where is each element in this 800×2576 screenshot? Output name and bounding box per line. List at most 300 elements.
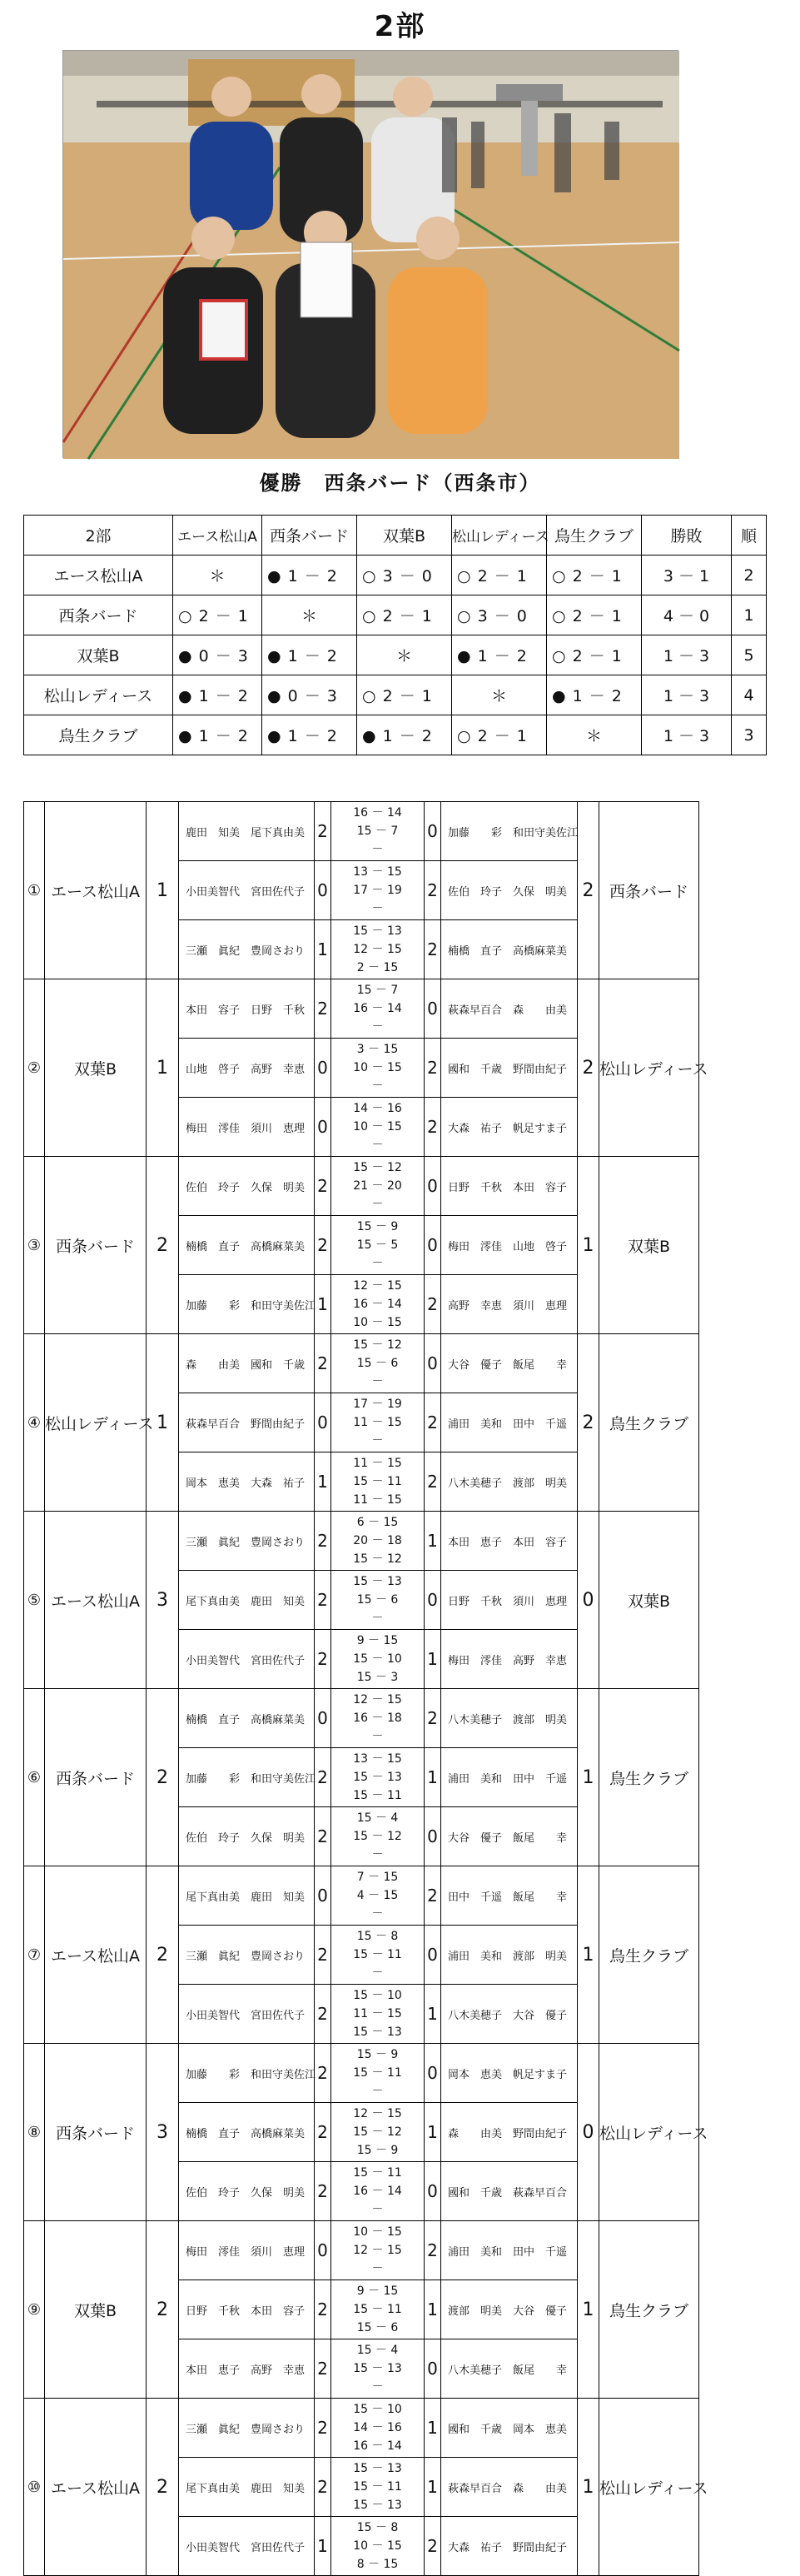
match-left-total: 2 — [147, 1866, 179, 2044]
match-left-team: エース松山A — [45, 802, 147, 979]
match-left-total: 3 — [147, 2044, 179, 2221]
league-score-cell: ● 1 － 2 — [262, 715, 357, 755]
league-row-team: 松山レディース — [24, 675, 173, 715]
left-pair: 日野 千秋 本田 容子 — [179, 2280, 315, 2339]
right-pair: 高野 幸恵 須川 恵理 — [441, 1275, 578, 1334]
game-score: － — [371, 1848, 384, 1861]
league-team-header: 西条バード — [262, 516, 357, 556]
right-pair: 萩森早百合 森 由美 — [441, 2458, 578, 2517]
game-score: 15 － 4 — [356, 2344, 399, 2357]
league-team-header: 双葉B — [357, 516, 452, 556]
game-score: 15 － 10 — [353, 2403, 402, 2416]
match-left-total: 1 — [147, 1334, 179, 1512]
left-pair: 鹿田 知美 尾下真由美 — [179, 802, 315, 861]
left-pair: 三瀬 眞紀 豊岡さおり — [179, 1512, 315, 1571]
league-score-cell: ＊ — [262, 595, 357, 635]
right-pair-games: 2 — [425, 1689, 441, 1748]
game-score: 15 － 13 — [353, 1771, 402, 1784]
left-pair-games: 2 — [315, 1807, 331, 1866]
match-right-total: 1 — [578, 1866, 599, 2044]
left-pair-games: 2 — [315, 1571, 331, 1630]
game-score: 17 － 19 — [353, 1398, 402, 1411]
game-score: 15 － 12 — [353, 2125, 402, 2139]
match-left-team: エース松山A — [45, 2399, 147, 2576]
match-left-total: 2 — [147, 1157, 179, 1334]
match-right-total: 1 — [578, 2221, 599, 2399]
match-left-total: 3 — [147, 1512, 179, 1689]
right-pair: 大谷 優子 飯尾 幸 — [441, 1807, 578, 1866]
game-score: 10 － 15 — [353, 2539, 402, 2553]
left-pair: 加藤 彩 和田守美佐江 — [179, 2044, 315, 2103]
league-record-header: 勝敗 — [642, 516, 732, 556]
right-pair-games: 0 — [425, 1926, 441, 1985]
league-score-cell: ○ 2 － 1 — [547, 556, 642, 595]
league-score-cell: ● 1 － 2 — [547, 675, 642, 715]
league-rank-header: 順 — [732, 516, 767, 556]
right-pair-games: 2 — [425, 1866, 441, 1926]
right-pair-games: 0 — [425, 1157, 441, 1216]
match-right-total: 1 — [578, 2399, 599, 2576]
game-score: － — [371, 1079, 384, 1093]
game-score: 12 － 15 — [353, 943, 402, 956]
game-score: 15 － 7 — [356, 825, 399, 838]
league-header-row — [24, 516, 767, 556]
game-scores — [331, 1807, 425, 1866]
match-right-team: 西条バード — [599, 802, 699, 979]
league-score-cell: ＊ — [357, 635, 452, 675]
game-scores — [331, 2044, 425, 2103]
right-pair: 大森 祐子 野間由紀子 — [441, 2517, 578, 2576]
right-pair-games: 0 — [425, 1571, 441, 1630]
game-score: 15 － 8 — [356, 1930, 399, 1943]
game-scores — [331, 2517, 425, 2576]
right-pair-games: 0 — [425, 2044, 441, 2103]
game-score: 15 － 4 — [356, 1811, 399, 1825]
left-pair: 梅田 澪佳 須川 恵理 — [179, 2221, 315, 2280]
right-pair-games: 0 — [425, 2339, 441, 2399]
game-score: 16 － 14 — [353, 1002, 402, 1015]
match-right-total: 2 — [578, 979, 599, 1157]
league-team-header: 松山レディース — [452, 516, 547, 556]
game-score: 16 － 18 — [353, 1712, 402, 1725]
game-score: 11 － 15 — [353, 1416, 402, 1429]
game-scores — [331, 1689, 425, 1748]
match-right-total: 2 — [578, 802, 599, 979]
left-pair-games: 2 — [315, 1216, 331, 1275]
game-scores — [331, 979, 425, 1039]
game-score: 14 － 16 — [353, 2421, 402, 2434]
match-right-team: 鳥生クラブ — [599, 1866, 699, 2044]
game-score: 9 － 15 — [356, 2285, 399, 2298]
right-pair-games: 2 — [425, 920, 441, 979]
league-score-cell: ＊ — [547, 715, 642, 755]
left-pair: 尾下真由美 鹿田 知美 — [179, 1866, 315, 1926]
winner-caption: 優勝 西条バード（西条市） — [259, 471, 541, 495]
league-score-cell: ● 1 － 2 — [262, 556, 357, 595]
game-score: 15 － 11 — [353, 1475, 402, 1488]
right-pair-games: 1 — [425, 2103, 441, 2162]
match-left-team: 西条バード — [45, 1157, 147, 1334]
game-score: 15 － 7 — [356, 984, 399, 997]
game-score: 12 － 15 — [353, 2244, 402, 2257]
match-right-total: 1 — [578, 1157, 599, 1334]
game-scores — [331, 1571, 425, 1630]
game-score: 12 － 15 — [353, 2107, 402, 2120]
game-score: 15 － 11 — [353, 1948, 402, 1961]
game-score: 15 － 11 — [353, 2066, 402, 2080]
game-score: 10 － 15 — [353, 1061, 402, 1074]
game-score: 15 － 6 — [356, 2321, 399, 2334]
league-score-cell: ○ 2 － 1 — [452, 715, 547, 755]
match-left-team: 西条バード — [45, 1689, 147, 1866]
league-row — [24, 715, 767, 755]
game-score: 10 － 15 — [353, 2225, 402, 2239]
match-results-table — [23, 801, 708, 2576]
game-scores — [331, 920, 425, 979]
match-right-total: 0 — [578, 2044, 599, 2221]
game-scores — [331, 1452, 425, 1512]
right-pair: 森 由美 野間由紀子 — [441, 2103, 578, 2162]
game-score: 4 － 15 — [356, 1889, 399, 1902]
game-score: 15 － 13 — [353, 1575, 402, 1588]
league-score-cell: ○ 3 － 0 — [357, 556, 452, 595]
league-score-cell: ● 0 － 3 — [173, 635, 262, 675]
match-left-total: 1 — [147, 979, 179, 1157]
game-score: 6 － 15 — [356, 1516, 399, 1529]
game-score: － — [371, 843, 384, 856]
league-score-cell: ● 1 － 2 — [173, 715, 262, 755]
game-scores — [331, 1393, 425, 1452]
league-corner-cell: 2部 — [24, 516, 173, 556]
left-pair-games: 1 — [315, 1452, 331, 1512]
game-score: 13 － 15 — [353, 1752, 402, 1766]
match-rubber-row — [24, 1689, 699, 1748]
league-rank-cell: 1 — [732, 595, 767, 635]
game-scores — [331, 1630, 425, 1689]
right-pair-games: 2 — [425, 861, 441, 920]
right-pair: 岡本 恵美 帆足すま子 — [441, 2044, 578, 2103]
right-pair-games: 1 — [425, 2458, 441, 2517]
league-score-cell: ○ 2 － 1 — [547, 595, 642, 635]
game-scores — [331, 802, 425, 861]
game-scores — [331, 2221, 425, 2280]
game-scores — [331, 1866, 425, 1926]
page-title: 2部 — [374, 10, 426, 43]
game-score: 15 － 9 — [356, 2144, 399, 2157]
game-scores — [331, 1275, 425, 1334]
right-pair: 田中 千遥 飯尾 幸 — [441, 1866, 578, 1926]
game-scores — [331, 1098, 425, 1157]
league-row-team: エース松山A — [24, 556, 173, 595]
match-number: ⑨ — [24, 2221, 45, 2399]
right-pair-games: 1 — [425, 1512, 441, 1571]
game-score: 3 － 15 — [356, 1043, 399, 1056]
match-right-team: 鳥生クラブ — [599, 2221, 699, 2399]
game-score: 15 － 9 — [356, 1220, 399, 1233]
left-pair-games: 0 — [315, 1866, 331, 1926]
left-pair-games: 1 — [315, 920, 331, 979]
right-pair-games: 2 — [425, 2221, 441, 2280]
game-score: 12 － 15 — [353, 1279, 402, 1293]
right-pair: 浦田 美和 田中 千遥 — [441, 2221, 578, 2280]
match-left-total: 2 — [147, 2221, 179, 2399]
game-score: 10 － 15 — [353, 1120, 402, 1134]
right-pair-games: 1 — [425, 1985, 441, 2044]
right-pair-games: 2 — [425, 1098, 441, 1157]
match-rubber-row — [24, 2399, 699, 2458]
right-pair-games: 1 — [425, 2280, 441, 2339]
right-pair: 國和 千歳 萩森早百合 — [441, 2162, 578, 2221]
right-pair: 八木美穂子 大谷 優子 — [441, 1985, 578, 2044]
match-left-team: 松山レディース — [45, 1334, 147, 1512]
game-scores — [331, 2162, 425, 2221]
game-score: 11 － 15 — [353, 1457, 402, 1470]
game-score: － — [371, 1198, 384, 1211]
match-right-team: 双葉B — [599, 1512, 699, 1689]
game-score: 15 － 12 — [353, 1338, 402, 1352]
left-pair: 萩森早百合 野間由紀子 — [179, 1393, 315, 1452]
game-score: 11 － 15 — [353, 1493, 402, 1507]
right-pair: 本田 恵子 本田 容子 — [441, 1512, 578, 1571]
league-score-cell: ＊ — [173, 556, 262, 595]
left-pair: 本田 恵子 高野 幸恵 — [179, 2339, 315, 2399]
right-pair: 八木美穂子 飯尾 幸 — [441, 2339, 578, 2399]
left-pair: 佐伯 玲子 久保 明美 — [179, 1157, 315, 1216]
left-pair-games: 2 — [315, 1512, 331, 1571]
game-score: 15 － 9 — [356, 2048, 399, 2061]
right-pair-games: 0 — [425, 802, 441, 861]
game-score: － — [371, 2085, 384, 2098]
league-score-cell: ○ 2 － 1 — [357, 595, 452, 635]
game-score: － — [371, 1434, 384, 1447]
league-row-team: 鳥生クラブ — [24, 715, 173, 755]
game-score: 15 － 3 — [356, 1671, 399, 1684]
match-number: ⑧ — [24, 2044, 45, 2221]
left-pair-games: 2 — [315, 2162, 331, 2221]
game-score: － — [371, 1612, 384, 1625]
game-score: 15 － 11 — [353, 1789, 402, 1802]
left-pair: 梅田 澪佳 須川 恵理 — [179, 1098, 315, 1157]
match-number: ③ — [24, 1157, 45, 1334]
game-scores — [331, 1985, 425, 2044]
right-pair: 加藤 彩 和田守美佐江 — [441, 802, 578, 861]
game-score: 15 － 12 — [353, 1161, 402, 1174]
match-right-team: 松山レディース — [599, 2044, 699, 2221]
game-score: － — [371, 902, 384, 915]
right-pair: 國和 千歳 野間由紀子 — [441, 1039, 578, 1098]
match-rubber-row — [24, 802, 699, 861]
match-number: ⑦ — [24, 1866, 45, 2044]
right-pair: 大谷 優子 飯尾 幸 — [441, 1334, 578, 1393]
match-rubber-row — [24, 1334, 699, 1393]
left-pair: 尾下真由美 鹿田 知美 — [179, 1571, 315, 1630]
game-score: 15 － 11 — [353, 2166, 402, 2180]
league-row — [24, 635, 767, 675]
left-pair: 佐伯 玲子 久保 明美 — [179, 2162, 315, 2221]
left-pair-games: 2 — [315, 1630, 331, 1689]
team-photo — [62, 50, 678, 458]
left-pair: 小田美智代 宮田佐代子 — [179, 1985, 315, 2044]
left-pair-games: 0 — [315, 861, 331, 920]
left-pair: 森 由美 國和 千歳 — [179, 1334, 315, 1393]
game-score: 21 － 20 — [353, 1179, 402, 1193]
left-pair: 楠橋 直子 高橋麻菜美 — [179, 2103, 315, 2162]
left-pair-games: 2 — [315, 2103, 331, 2162]
game-score: 15 － 5 — [356, 1238, 399, 1252]
right-pair-games: 2 — [425, 1275, 441, 1334]
game-score: 15 － 13 — [353, 2462, 402, 2475]
league-team-header: 鳥生クラブ — [547, 516, 642, 556]
right-pair-games: 1 — [425, 1748, 441, 1807]
game-scores — [331, 2339, 425, 2399]
game-score: 15 － 11 — [353, 2303, 402, 2316]
league-score-cell: ○ 2 － 1 — [547, 635, 642, 675]
game-score: － — [371, 1375, 384, 1388]
league-score-cell: ○ 2 － 1 — [452, 556, 547, 595]
game-score: 15 － 6 — [356, 1593, 399, 1607]
league-record-cell: 1 － 3 — [642, 715, 732, 755]
left-pair: 加藤 彩 和田守美佐江 — [179, 1275, 315, 1334]
right-pair: 梅田 澪佳 高野 幸恵 — [441, 1630, 578, 1689]
left-pair-games: 1 — [315, 2517, 331, 2576]
league-rank-cell: 3 — [732, 715, 767, 755]
right-pair: 八木美穂子 渡部 明美 — [441, 1452, 578, 1512]
league-row — [24, 675, 767, 715]
right-pair: 大森 祐子 帆足すま子 — [441, 1098, 578, 1157]
right-pair-games: 0 — [425, 2162, 441, 2221]
match-left-total: 2 — [147, 1689, 179, 1866]
left-pair: 小田美智代 宮田佐代子 — [179, 2517, 315, 2576]
match-left-total: 1 — [147, 802, 179, 979]
match-rubber-row — [24, 2221, 699, 2280]
match-left-team: 双葉B — [45, 2221, 147, 2399]
left-pair-games: 2 — [315, 1334, 331, 1393]
game-score: － — [371, 1966, 384, 1980]
game-score: 15 － 13 — [353, 2362, 402, 2375]
game-scores — [331, 2280, 425, 2339]
left-pair: 本田 容子 日野 千秋 — [179, 979, 315, 1039]
right-pair-games: 0 — [425, 1216, 441, 1275]
right-pair-games: 2 — [425, 1039, 441, 1098]
game-scores — [331, 1748, 425, 1807]
match-rubber-row — [24, 1866, 699, 1926]
match-rubber-row — [24, 1157, 699, 1216]
left-pair-games: 2 — [315, 2399, 331, 2458]
game-scores — [331, 1216, 425, 1275]
left-pair-games: 2 — [315, 1748, 331, 1807]
league-rank-cell: 4 — [732, 675, 767, 715]
league-score-cell: ○ 2 － 1 — [173, 595, 262, 635]
game-score: 15 － 11 — [353, 2480, 402, 2494]
game-score: 14 － 16 — [353, 1102, 402, 1115]
game-score: 15 － 6 — [356, 1357, 399, 1370]
left-pair: 楠橋 直子 高橋麻菜美 — [179, 1216, 315, 1275]
right-pair: 日野 千秋 本田 容子 — [441, 1157, 578, 1216]
right-pair: 八木美穂子 渡部 明美 — [441, 1689, 578, 1748]
match-number: ⑤ — [24, 1512, 45, 1689]
left-pair-games: 2 — [315, 1926, 331, 1985]
game-score: 12 － 15 — [353, 1693, 402, 1707]
left-pair: 加藤 彩 和田守美佐江 — [179, 1748, 315, 1807]
game-score: 15 － 8 — [356, 2521, 399, 2534]
match-number: ① — [24, 802, 45, 979]
match-rubber-row — [24, 979, 699, 1039]
league-record-cell: 1 － 3 — [642, 635, 732, 675]
game-score: － — [371, 1020, 384, 1034]
game-score: 17 － 19 — [353, 884, 402, 897]
game-score: 20 － 18 — [353, 1534, 402, 1547]
league-row — [24, 556, 767, 595]
left-pair-games: 0 — [315, 1689, 331, 1748]
match-right-total: 1 — [578, 1689, 599, 1866]
right-pair: 佐伯 玲子 久保 明美 — [441, 861, 578, 920]
right-pair-games: 2 — [425, 1393, 441, 1452]
match-rubber-row — [24, 2044, 699, 2103]
left-pair: 三瀬 眞紀 豊岡さおり — [179, 2399, 315, 2458]
left-pair-games: 2 — [315, 1157, 331, 1216]
league-score-cell: ○ 3 － 0 — [452, 595, 547, 635]
game-score: 2 － 15 — [356, 961, 399, 974]
right-pair-games: 0 — [425, 979, 441, 1039]
game-scores — [331, 2458, 425, 2517]
game-score: 15 － 10 — [353, 1652, 402, 1666]
game-score: 16 － 14 — [353, 2185, 402, 2198]
game-scores — [331, 2399, 425, 2458]
game-scores — [331, 1926, 425, 1985]
match-left-total: 2 — [147, 2399, 179, 2576]
right-pair: 浦田 美和 田中 千遥 — [441, 1748, 578, 1807]
league-row-team: 双葉B — [24, 635, 173, 675]
game-score: － — [371, 1257, 384, 1270]
game-score: 9 － 15 — [356, 1634, 399, 1647]
game-score: 10 － 15 — [353, 1316, 402, 1329]
match-left-team: 双葉B — [45, 979, 147, 1157]
match-right-team: 鳥生クラブ — [599, 1334, 699, 1512]
league-score-cell: ● 1 － 2 — [262, 635, 357, 675]
right-pair-games: 1 — [425, 2399, 441, 2458]
left-pair: 小田美智代 宮田佐代子 — [179, 1630, 315, 1689]
game-score: 16 － 14 — [353, 806, 402, 820]
game-scores — [331, 1157, 425, 1216]
game-score: 15 － 10 — [353, 1989, 402, 2002]
game-score: － — [371, 2203, 384, 2216]
left-pair-games: 0 — [315, 1393, 331, 1452]
game-score: 15 － 13 — [353, 2025, 402, 2039]
right-pair-games: 2 — [425, 1452, 441, 1512]
left-pair: 三瀬 眞紀 豊岡さおり — [179, 1926, 315, 1985]
left-pair: 三瀬 眞紀 豊岡さおり — [179, 920, 315, 979]
game-score: － — [371, 1907, 384, 1921]
left-pair-games: 2 — [315, 1985, 331, 2044]
game-score: 13 － 15 — [353, 865, 402, 879]
match-left-team: エース松山A — [45, 1866, 147, 2044]
league-score-cell: ● 1 － 2 — [357, 715, 452, 755]
match-right-total: 0 — [578, 1512, 599, 1689]
match-number: ② — [24, 979, 45, 1157]
league-score-cell: ● 1 － 2 — [452, 635, 547, 675]
right-pair: 渡部 明美 大谷 優子 — [441, 2280, 578, 2339]
game-score: 15 － 13 — [353, 2499, 402, 2512]
right-pair-games: 2 — [425, 2517, 441, 2576]
left-pair-games: 2 — [315, 2458, 331, 2517]
left-pair: 岡本 恵美 大森 祐子 — [179, 1452, 315, 1512]
league-record-cell: 1 － 3 — [642, 675, 732, 715]
right-pair: 楠橋 直子 高橋麻菜美 — [441, 920, 578, 979]
game-scores — [331, 2103, 425, 2162]
game-scores — [331, 1039, 425, 1098]
game-score: 15 － 12 — [353, 1552, 402, 1566]
match-right-team: 松山レディース — [599, 979, 699, 1157]
